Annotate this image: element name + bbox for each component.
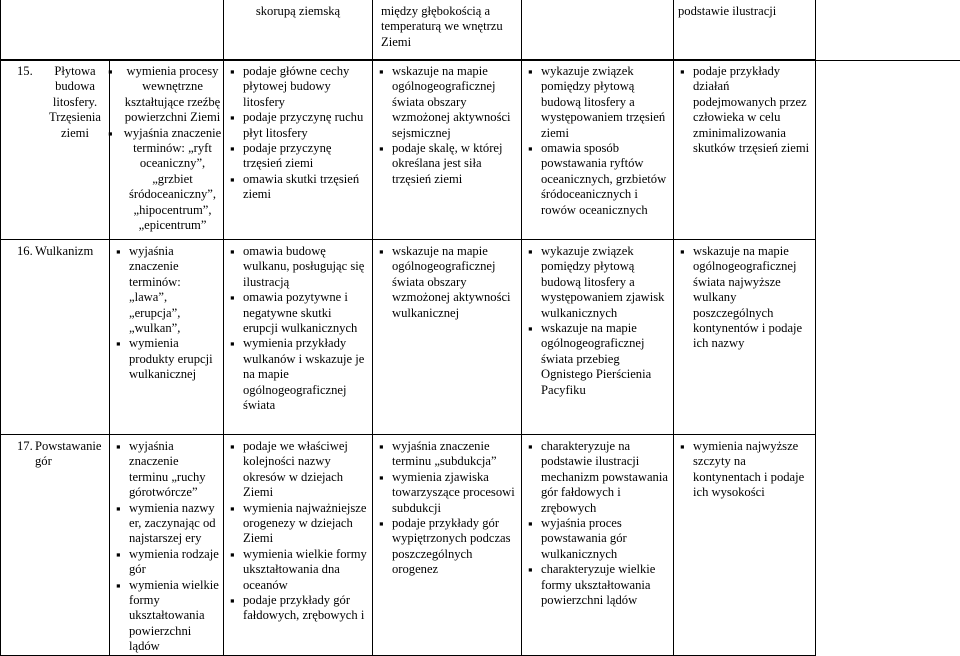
lesson-number: 17.	[17, 439, 33, 454]
req-item: ▪ wyjaśnia znaczenie terminu „ruchy górotwórcze”	[114, 439, 219, 501]
req-item: ▪ wymienia najważniejsze orogenezy w dziejach Ziemi	[228, 501, 368, 547]
req-item: ▪ wskazuje na mapie ogólnogeograficznej świata najwyższe wulkany poszczególnych kontynentów i podaje ich nazwy	[678, 244, 811, 352]
req-item: ▪ podaje główne cechy płytowej budowy litosfery	[228, 64, 368, 110]
req-cell-c4	[522, 240, 674, 435]
requirements-table	[0, 59, 960, 656]
req-cell-c5	[674, 240, 816, 435]
req-item: ▪ podaje przyczynę trzęsień ziemi	[228, 141, 368, 172]
lesson-number-cell	[1, 435, 110, 656]
req-item: ▪ podaje we właściwej kolejności nazwy okresów w dziejach Ziemi	[228, 439, 368, 501]
req-item: ▪ wymienia przykłady wulkanów i wskazuje je na mapie ogólnogeograficznej świata	[228, 336, 368, 413]
req-item: ▪ omawia pozytywne i negatywne skutki erupcji wulkanicznych	[228, 290, 368, 336]
req-item: ▪ podaje skalę, w której określana jest siła trzęsień ziemi	[377, 141, 517, 187]
lesson-topic: Płytowa budowa litosfery. Trzęsienia ziemi	[42, 64, 108, 141]
req-item: ▪ wskazuje na mapie ogólnogeograficznej świata obszary wzmożonej aktywności sejsmicznej	[377, 64, 517, 141]
req-item: ▪ wykazuje związek pomiędzy płytową budową litosfery a występowaniem zjawisk wulkanicznych	[526, 244, 669, 321]
lesson-number-cell	[1, 240, 110, 435]
req-item: ▪ wskazuje na mapie ogólnogeograficznej świata obszary wzmożonej aktywności wulkanicznej	[377, 244, 517, 321]
lesson-number: 15.	[17, 64, 33, 79]
req-item: ▪ wymienia wielkie formy ukształtowania dna oceanów	[228, 547, 368, 593]
req-item: ▪ wymienia najwyższe szczyty na kontynentach i podaje ich wysokości	[678, 439, 811, 501]
req-cell-c1	[110, 435, 224, 656]
req-item: ▪ wykazuje związek pomiędzy płytową budową litosfery a występowaniem trzęsień ziemi	[526, 64, 669, 141]
table-top-partial	[0, 0, 960, 61]
table-row	[1, 240, 960, 435]
top-cell-2: skorupą ziemską	[224, 0, 373, 61]
lesson-number-cell	[1, 60, 110, 240]
req-item: ▪ omawia budowę wulkanu, posługując się ilustracją	[228, 244, 368, 290]
req-item: ▪ podaje przykłady gór fałdowych, zrębowych i	[228, 593, 368, 624]
req-cell-c4	[522, 435, 674, 656]
req-item: ▪ omawia skutki trzęsień ziemi	[228, 172, 368, 203]
req-item: ▪ wymienia wielkie formy ukształtowania powierzchni lądów	[114, 578, 219, 655]
req-item: ▪ wskazuje na mapie ogólnogeograficznej świata przebieg Ognistego Pierścienia Pacyfiku	[526, 321, 669, 398]
req-cell-c2	[224, 60, 373, 240]
req-cell-c5	[674, 60, 816, 240]
req-cell-c3	[373, 60, 522, 240]
req-item: ▪ wymienia rodzaje gór	[114, 547, 219, 578]
lesson-topic: Wulkanizm	[35, 244, 101, 259]
req-cell-c2	[224, 240, 373, 435]
req-cell-c3	[373, 435, 522, 656]
req-item: ▪ wymienia procesy wewnętrzne kształtujące rzeźbę powierzchni Ziemi	[106, 64, 224, 126]
req-item: ▪ wyjaśnia znaczenie terminu „subdukcja”	[377, 439, 517, 470]
top-cell-4	[522, 0, 674, 61]
req-cell-c5	[674, 435, 816, 656]
req-cell-c4	[522, 60, 674, 240]
req-item: ▪ wyjaśnia znaczenie terminów: „lawa”, „erupcja”, „wulkan”,	[114, 244, 219, 336]
req-item: ▪ charakteryzuje na podstawie ilustracji mechanizm powstawania gór fałdowych i zrębowych	[526, 439, 669, 516]
lesson-number: 16.	[17, 244, 33, 259]
req-item: ▪ wymienia nazwy er, zaczynając od najstarszej ery	[114, 501, 219, 547]
req-cell-c2	[224, 435, 373, 656]
top-cell-empty	[1, 0, 224, 61]
req-item: ▪ wymienia zjawiska towarzyszące procesowi subdukcji	[377, 470, 517, 516]
req-cell-c1	[110, 240, 224, 435]
req-item: ▪ wyjaśnia proces powstawania gór wulkanicznych	[526, 516, 669, 562]
top-cell-3: między głębokością a temperaturą we wnętrzu Ziemi	[373, 0, 522, 61]
req-item: ▪ podaje przykłady działań podejmowanych przez człowieka w celu zminimalizowania skutków trzęsień ziemi	[678, 64, 811, 156]
table-row	[1, 60, 960, 240]
req-item: ▪ podaje przykłady gór wypiętrzonych podczas poszczególnych orogenez	[377, 516, 517, 578]
req-item: ▪ omawia sposób powstawania ryftów oceanicznych, grzbietów śródoceanicznych i rowów oceanicznych	[526, 141, 669, 218]
table-row	[1, 435, 960, 656]
req-item: ▪ wyjaśnia znaczenie terminów: „ryft oceaniczny”, „grzbiet śródoceaniczny”, „hipocentrum”, „epicentrum”	[106, 126, 224, 234]
req-item: ▪ wymienia produkty erupcji wulkanicznej	[114, 336, 219, 382]
lesson-topic: Powstawanie gór	[35, 439, 101, 470]
req-item: ▪ charakteryzuje wielkie formy ukształtowania powierzchni lądów	[526, 562, 669, 608]
top-cell-6	[816, 0, 960, 61]
top-cell-5: podstawie ilustracji	[674, 0, 816, 61]
req-item: ▪ podaje przyczynę ruchu płyt litosfery	[228, 110, 368, 141]
req-cell-c1	[110, 60, 224, 240]
req-cell-c3	[373, 240, 522, 435]
